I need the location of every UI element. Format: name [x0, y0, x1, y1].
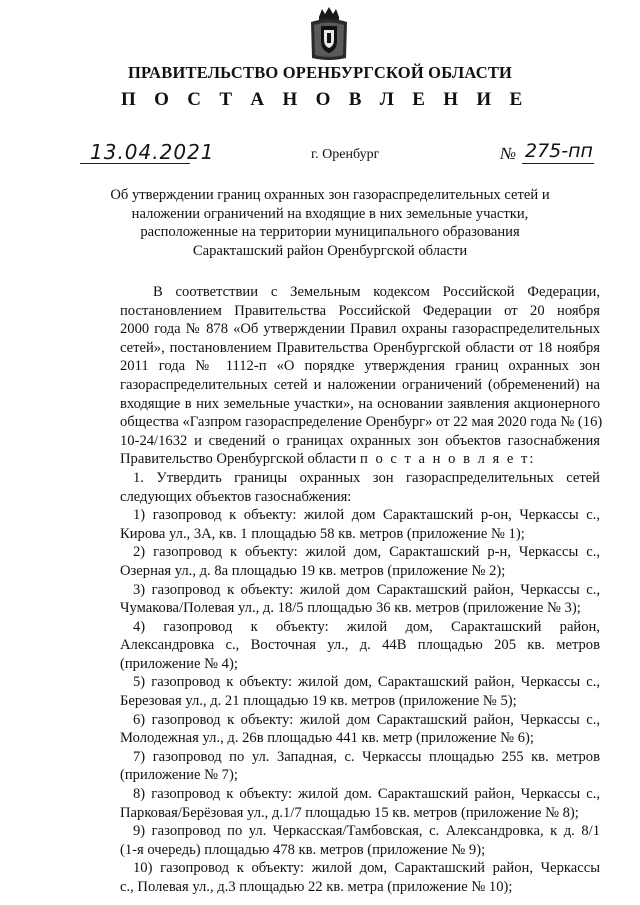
body-line: (1-я очередь) площадью 478 кв. метров (приложение № 9); — [120, 841, 486, 858]
body-line: сетей», постановлением Правительства Оренбургской области от 18 ноября — [120, 339, 600, 356]
body-line: 10-24/1632 и сведений о границах охранных зон объектов газоснабжения — [120, 432, 600, 449]
body-line: 5) газопровод к объекту: жилой дом, Саракташский район, Черкассы с., — [133, 674, 600, 691]
body-line: В соответствии с Земельным кодексом Российской Федерации, — [153, 284, 600, 300]
subject-line: наложении ограничений на входящие в них земельные участки, — [131, 205, 529, 222]
document-city: г. Оренбург — [311, 147, 380, 162]
resolves-word: п о с т а н о в л я е т: — [360, 451, 536, 468]
body-line: 4) газопровод к объекту: жилой дом, Саракташский район, — [133, 618, 600, 635]
body-line: 9) газопровод по ул. Черкасская/Тамбовская, с. Александровка, к д. 8/1 — [133, 823, 600, 840]
body-line: Молодежная ул., д. 26в площадью 441 кв. метр (приложение № 6); — [120, 730, 534, 747]
body-line: 3) газопровод к объекту: жилой дом Саракташский район, Черкассы с., — [133, 581, 600, 598]
body-line: общества «Газпром газораспределение Оренбург» от 22 мая 2020 года № (16) — [120, 414, 603, 431]
body-line: 1. Утвердить границы охранных зон газораспределительных сетей — [133, 469, 600, 486]
body-line: входящие в них земельные участки», на основании заявления акционерного — [120, 395, 600, 412]
body-line — [120, 450, 600, 469]
body-line: 2000 года № 878 «Об утверждении Правил охраны газораспределительных — [120, 321, 600, 338]
body-line: 8) газопровод к объекту: жилой дом. Саракташский район, Черкассы с., — [133, 786, 600, 803]
body-line: 6) газопровод к объекту: жилой дом Саракташский район, Черкассы с., — [133, 711, 600, 728]
subject-line: Саракташский район Оренбургской области — [192, 242, 468, 259]
document-number: 275-пп — [525, 140, 593, 162]
number-underline — [522, 163, 594, 164]
body-line: Березовая ул., д. 21 площадью 19 кв. метров (приложение № 5); — [120, 693, 517, 710]
body-line: 10) газопровод к объекту: жилой дом, Саракташский район, Черкассы — [133, 860, 600, 877]
subject-line: расположенные на территории муниципального образования — [140, 224, 520, 241]
body-line: 2011 года № 1112-п «О порядке утверждения границ охранных зон — [120, 358, 600, 375]
body-line: (приложение № 7); — [120, 767, 238, 784]
government-name: Правительство Оренбургской области — [120, 451, 357, 468]
document-type-title: П О С Т А Н О В Л Е Н И Е — [121, 89, 529, 110]
document-subject — [90, 186, 570, 260]
body-line: с., Полевая ул., д.3 площадью 22 кв. метра (приложение № 10); — [120, 879, 513, 895]
body-line: 2) газопровод к объекту: жилой дом, Саракташский р-н, Черкассы с., — [133, 544, 600, 561]
body-line: постановлением Правительства Российской Федерации от 20 ноября — [120, 302, 600, 319]
body-line: Александровка с., Восточная ул., д. 44В площадью 205 кв. метров — [120, 637, 600, 654]
document-body — [120, 283, 603, 897]
document-date: 13.04.2021 — [90, 140, 215, 164]
organization-title: ПРАВИТЕЛЬСТВО ОРЕНБУРГСКОЙ ОБЛАСТИ — [127, 63, 513, 82]
body-line: 7) газопровод по ул. Западная, с. Черкассы площадью 255 кв. метров — [133, 748, 600, 765]
subject-line: Об утверждении границ охранных зон газораспределительных сетей и — [110, 187, 550, 203]
orenburg-coat-of-arms-icon — [308, 6, 350, 62]
body-line: Озерная ул., д. 8а площадью 19 кв. метров (приложение № 2); — [120, 562, 506, 579]
body-line: (приложение № 4); — [120, 655, 238, 672]
date-underline — [80, 163, 190, 164]
body-line: следующих объектов газоснабжения: — [120, 488, 352, 505]
body-line: Парковая/Берёзовая ул., д.1/7 площадью 15 кв. метров (приложение № 8); — [120, 804, 579, 821]
body-line: газораспределительных сетей и наложении ограничений (обременений) на — [120, 376, 600, 393]
body-line: 1) газопровод к объекту: жилой дом Саракташский р-он, Черкассы с., — [133, 507, 600, 524]
body-line: Чумакова/Полевая ул., д. 18/5 площадью 36 кв. метров (приложение № 3); — [120, 600, 581, 617]
number-sign: № — [500, 144, 517, 163]
body-line: Кирова ул., 3А, кв. 1 площадью 58 кв. метров (приложение № 1); — [120, 525, 525, 542]
